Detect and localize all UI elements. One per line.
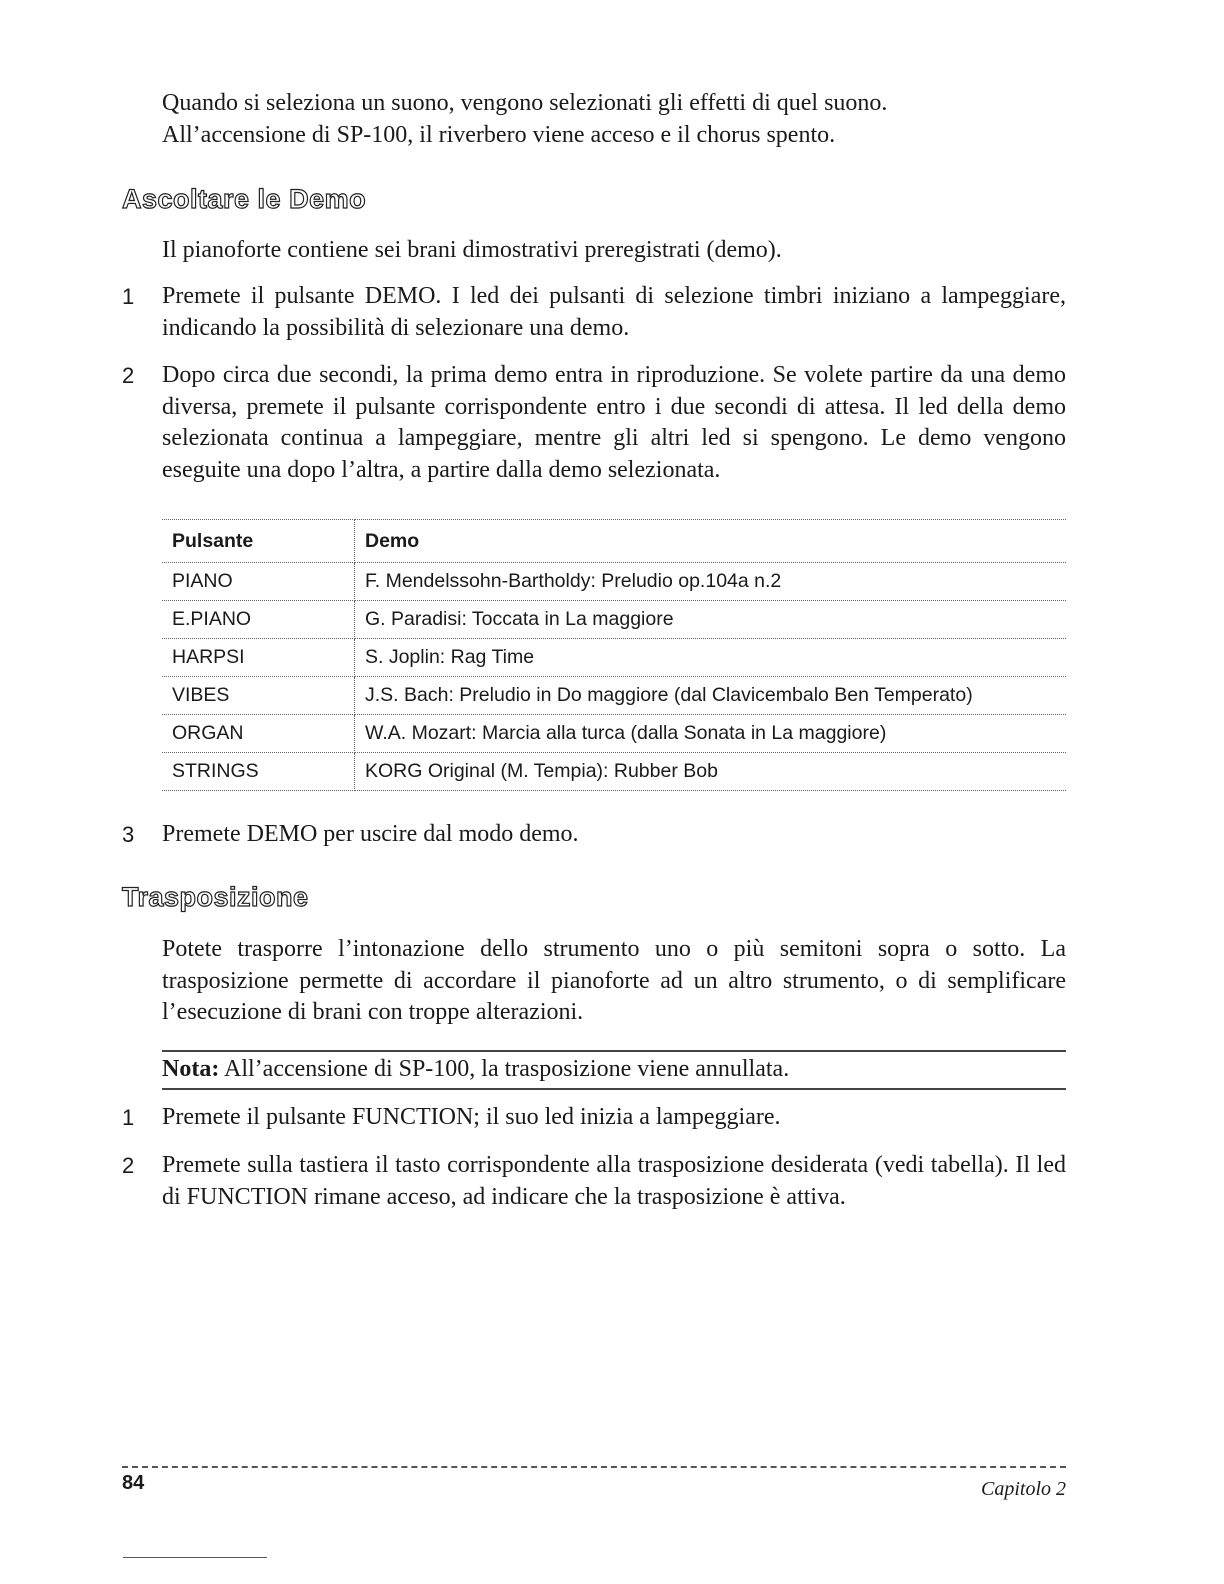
table-header-pulsante: Pulsante [162,520,355,563]
demo-step-3: Premete DEMO per uscire dal modo demo. [162,821,579,847]
transpose-intro: Potete trasporre l’intonazione dello strumento uno o più semitoni sopra o sotto. La trasposizione permette di accordare il pianoforte ad un altro strumento, o di semplificare l’esecuzione di brani con troppe alterazioni. [162,936,1066,1025]
page-number: 84 [122,1472,145,1494]
table-cell-demo: G. Paradisi: Toccata in La maggiore [355,601,1067,639]
table-row [162,715,1066,753]
step-number: 1 [122,1105,135,1130]
step-number: 1 [122,284,135,309]
intro-line-1: Quando si seleziona un suono, vengono selezionati gli effetti di quel suono. [162,90,888,116]
section-heading-demo: Ascoltare le Demo [122,184,367,214]
table-row [162,639,1066,677]
demo-table [162,519,1066,791]
table-cell-demo: KORG Original (M. Tempia): Rubber Bob [355,753,1067,791]
note-label: Nota: [162,1056,220,1082]
step-number: 3 [122,822,135,847]
chapter-label: Capitolo 2 [980,1478,1066,1500]
table-cell-button: ORGAN [162,715,355,753]
section-heading-trasposizione: Trasposizione [122,882,309,912]
table-cell-demo: F. Mendelssohn-Bartholdy: Preludio op.104a n.2 [355,563,1067,601]
table-cell-button: VIBES [162,677,355,715]
footer-divider [122,1466,1066,1468]
intro-paragraph [162,88,1066,151]
table-cell-demo: S. Joplin: Rag Time [355,639,1067,677]
table-cell-button: STRINGS [162,753,355,791]
table-cell-button: PIANO [162,563,355,601]
table-row [162,601,1066,639]
transpose-step-2: Premete sulla tastiera il tasto corrispondente alla trasposizione desiderata (vedi tabella). Il led di FUNCTION rimane acceso, ad indicare che la trasposizione è attiva. [162,1152,1066,1210]
demo-intro: Il pianoforte contiene sei brani dimostrativi preregistrati (demo). [162,237,782,263]
step-number: 2 [122,363,135,388]
step-number: 2 [122,1153,135,1178]
intro-line-2: All’accensione di SP-100, il riverbero viene acceso e il chorus spento. [162,121,836,148]
demo-step-2: Dopo circa due secondi, la prima demo entra in riproduzione. Se volete partire da una demo diversa, premete il pulsante corrispondente entro i due secondi di attesa. Il led della demo selezionata continua a lampeggiare, mentre gli altri led si spengono. Le demo vengono eseguite una dopo l’altra, a partire dalla demo selezionata. [162,362,1066,483]
note-text: All’accensione di SP-100, la trasposizione viene annullata. [224,1056,790,1082]
table-header-row [162,520,1066,563]
table-row [162,563,1066,601]
table-cell-demo: W.A. Mozart: Marcia alla turca (dalla Sonata in La maggiore) [355,715,1067,753]
table-cell-button: E.PIANO [162,601,355,639]
transpose-step-1: Premete il pulsante FUNCTION; il suo led inizia a lampeggiare. [162,1104,781,1130]
table-row [162,753,1066,791]
blue-rule [123,1557,267,1558]
table-cell-demo: J.S. Bach: Preludio in Do maggiore (dal Clavicembalo Ben Temperato) [355,677,1067,715]
note-box [162,1050,1066,1090]
table-row [162,677,1066,715]
demo-step-1: Premete il pulsante DEMO. I led dei pulsanti di selezione timbri iniziano a lampeggiare, indicando la possibilità di selezionare una demo. [162,283,1066,341]
table-cell-button: HARPSI [162,639,355,677]
table-header-demo: Demo [355,520,1067,563]
